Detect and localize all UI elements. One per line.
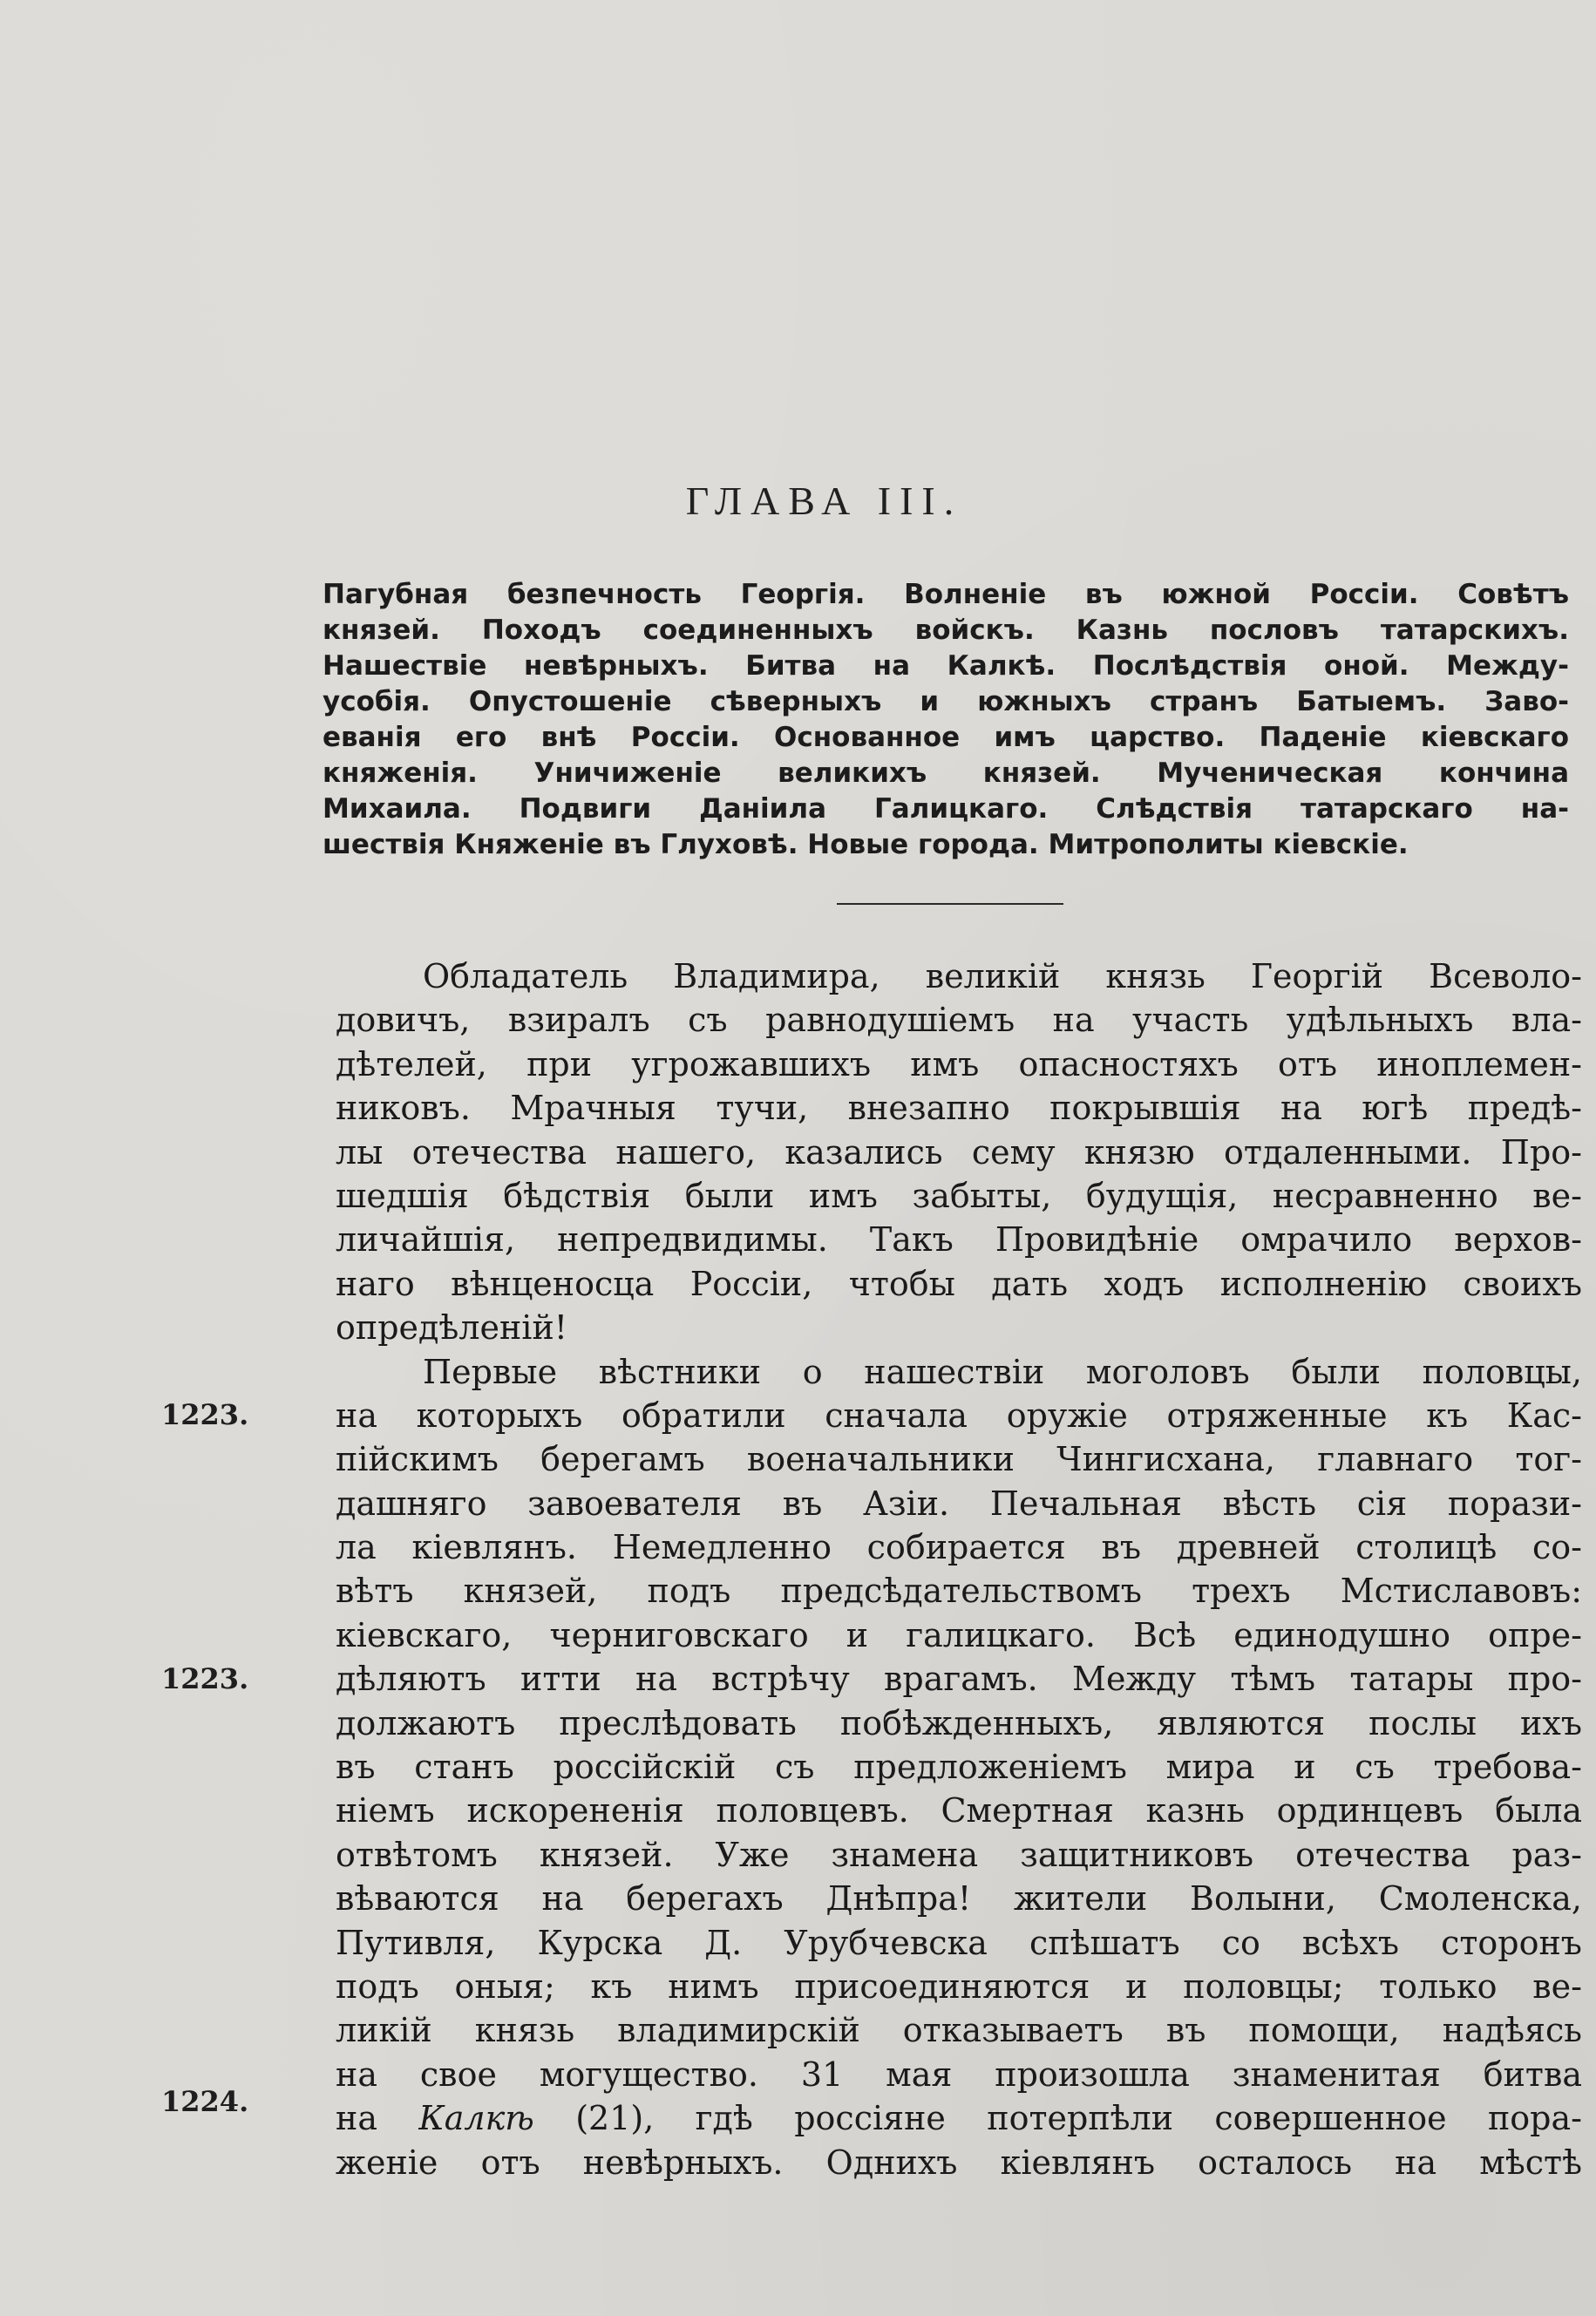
body-line: на свое могущество. 31 мая произошла знаменитая битва: [336, 2055, 1582, 2094]
body-line-rest: (21), гдѣ россіяне потерпѣли совершенное пора-: [575, 2099, 1582, 2138]
summary-line: усобія. Опустошеніе сѣверныхъ и южныхъ странъ Батыемъ. Заво-: [323, 686, 1569, 717]
body-line: [336, 2096, 1582, 2140]
river-name-italic: Калкѣ: [418, 2099, 534, 2138]
body-line: ніемъ искорененія половцевъ. Смертная казнь ординцевъ была: [336, 1791, 1582, 1830]
body-line: въ станъ россійскій съ предложеніемъ мира и съ требова-: [336, 1748, 1582, 1787]
body-line: пійскимъ берегамъ военачальники Чингисхана, главнаго тог-: [336, 1440, 1582, 1479]
body-line: должаютъ преслѣдовать побѣжденныхъ, являются послы ихъ: [336, 1703, 1582, 1742]
body-line: на которыхъ обратили сначала оружіе отряженные къ Кас-: [336, 1396, 1582, 1435]
section-divider: [837, 903, 1063, 905]
body-line: шедшія бѣдствія были имъ забыты, будущія, несравненно ве-: [336, 1176, 1582, 1215]
body-line: довичъ, взиралъ съ равнодушіемъ на участь удѣльныхъ вла-: [336, 1001, 1582, 1040]
body-line: вѣваются на берегахъ Днѣпра! жители Волыни, Смоленска,: [336, 1879, 1582, 1919]
summary-line: Нашествіе невѣрныхъ. Битва на Калкѣ. Послѣдствія оной. Между-: [323, 650, 1569, 682]
body-line: личайшія, непредвидимы. Такъ Провидѣніе омрачило верхов-: [336, 1220, 1582, 1260]
body-line: Первые вѣстники о нашествіи моголовъ были половцы,: [423, 1352, 1582, 1391]
body-line: отвѣтомъ князей. Уже знамена защитниковъ отечества раз-: [336, 1835, 1582, 1874]
body-line-start: на: [336, 2099, 377, 2138]
summary-line: Пагубная безпечность Георгія. Волненіе въ южной Россіи. Совѣтъ: [323, 579, 1569, 610]
body-line: женіе отъ невѣрныхъ. Однихъ кіевлянъ осталось на мѣстѣ: [336, 2143, 1582, 2182]
body-line: вѣтъ князей, подъ предсѣдательствомъ трехъ Мстиславовъ:: [336, 1572, 1582, 1611]
chapter-title: ГЛАВА III.: [685, 479, 963, 523]
summary-line: шествія Княженіе въ Глуховѣ. Новые города. Митрополиты кіевскіе.: [323, 829, 1409, 860]
margin-year: 1224.: [161, 2085, 249, 2118]
body-line: лы отечества нашего, казались сему князю отдаленными. Про-: [336, 1132, 1582, 1172]
margin-year: 1223.: [161, 1662, 249, 1695]
body-line: дѣтелей, при угрожавшихъ имъ опасностяхъ отъ иноплемен-: [336, 1044, 1582, 1083]
body-line: наго вѣнценосца Россіи, чтобы дать ходъ исполненію своихъ: [336, 1264, 1582, 1303]
summary-line: еванія его внѣ Россіи. Основанное имъ царство. Паденіе кіевскаго: [323, 722, 1569, 753]
body-line: дашняго завоевателя въ Азіи. Печальная вѣсть сія порази-: [336, 1484, 1582, 1523]
summary-line: княженія. Уничиженіе великихъ князей. Мученическая кончина: [323, 757, 1569, 789]
body-line: ликій князь владимирскій отказываетъ въ помощи, надѣясь: [336, 2011, 1582, 2050]
body-line: Путивля, Курска Д. Урубчевска спѣшатъ со всѣхъ сторонъ: [336, 1923, 1582, 1962]
body-line: Обладатель Владимира, великій князь Георгій Всеволо-: [423, 957, 1582, 995]
body-line: подъ оныя; къ нимъ присоединяются и половцы; только ве-: [336, 1966, 1582, 2006]
summary-line: князей. Походъ соединенныхъ войскъ. Казнь пословъ татарскихъ.: [323, 615, 1569, 646]
summary-line: Михаила. Подвиги Даніила Галицкаго. Слѣдствія татарскаго на-: [323, 793, 1569, 825]
chapter-summary: [323, 577, 1569, 863]
body-line: опредѣленій!: [336, 1308, 568, 1348]
body-text: [336, 954, 1582, 2184]
body-line: ла кіевлянъ. Немедленно собирается въ древней столицѣ со-: [336, 1528, 1582, 1567]
margin-year: 1223.: [161, 1398, 249, 1431]
body-line: кіевскаго, черниговскаго и галицкаго. Всѣ единодушно опре-: [336, 1615, 1582, 1654]
body-line: дѣляютъ итти на встрѣчу врагамъ. Между тѣмъ татары про-: [336, 1660, 1582, 1699]
body-line: никовъ. Мрачныя тучи, внезапно покрывшія на югѣ предѣ-: [336, 1089, 1582, 1128]
